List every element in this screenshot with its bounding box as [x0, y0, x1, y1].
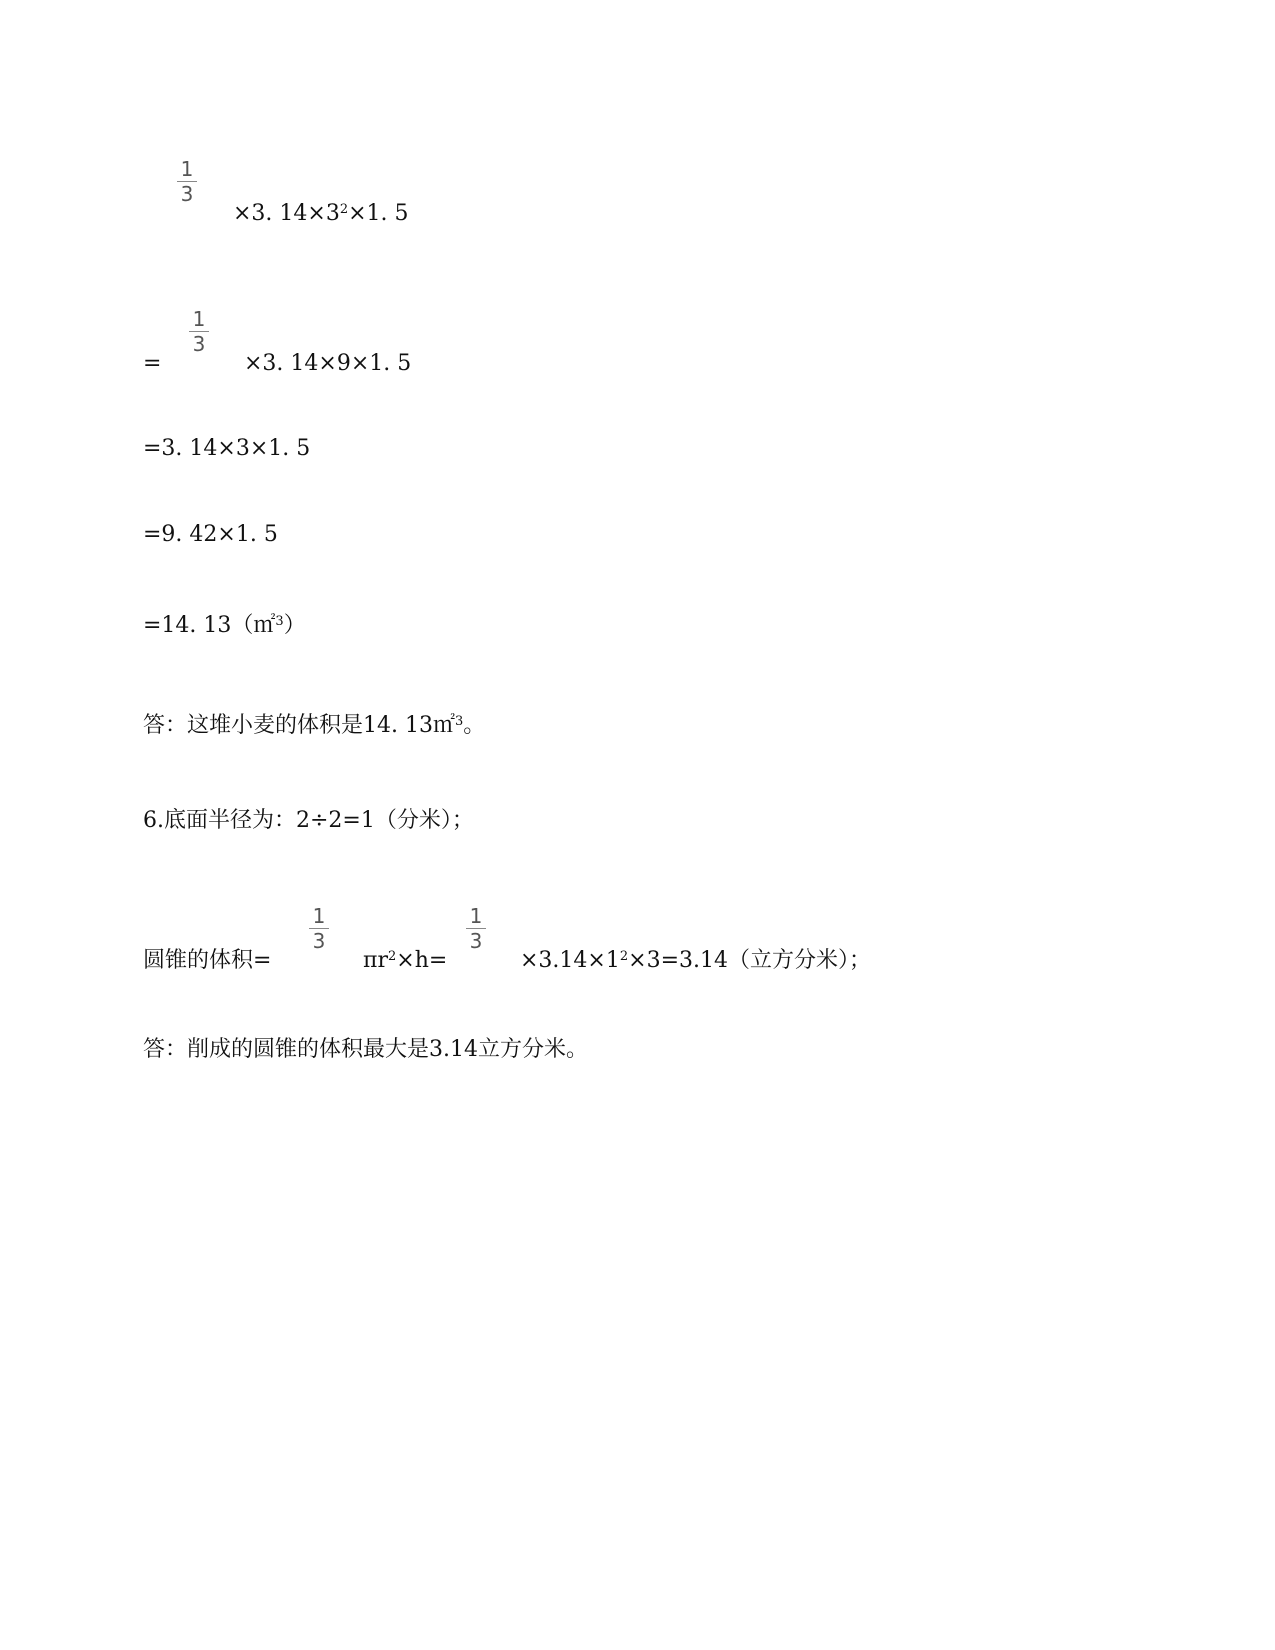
fraction-one-third: 1 3	[188, 308, 210, 355]
step2-equals: =	[143, 351, 162, 376]
step3-expression: =3. 14×3×1. 5	[143, 436, 311, 461]
step4-expression: =9. 42×1. 5	[143, 522, 278, 547]
fraction-one-third: 1 3	[308, 905, 330, 952]
step1-expression: ×3. $14\times 3^2\times 1$. 5	[233, 201, 409, 226]
fraction-one-third: 1 3	[176, 158, 198, 205]
q6-radius-line: 6.底面半径为：2÷2=1（分米）；	[143, 808, 474, 833]
step2-expression: ×3. 14×9×1. 5	[244, 351, 412, 376]
answer-q6: 答：削成的圆锥的体积最大是3.14立方分米。	[143, 1037, 588, 1062]
q6-calculation: $\times 3.14\times 1^2\times 3=3.14$（立方分米）；	[520, 948, 871, 973]
q6-formula: $\pi r^2\times h=$	[363, 948, 448, 973]
answer-q5: 答：这堆小麦的体积是14. 13㎡$^3$。	[143, 713, 486, 738]
step5-result: =14. 13（㎡$^3$）	[143, 613, 306, 638]
q6-volume-label: 圆锥的体积=	[143, 948, 272, 973]
fraction-one-third: 1 3	[465, 905, 487, 952]
